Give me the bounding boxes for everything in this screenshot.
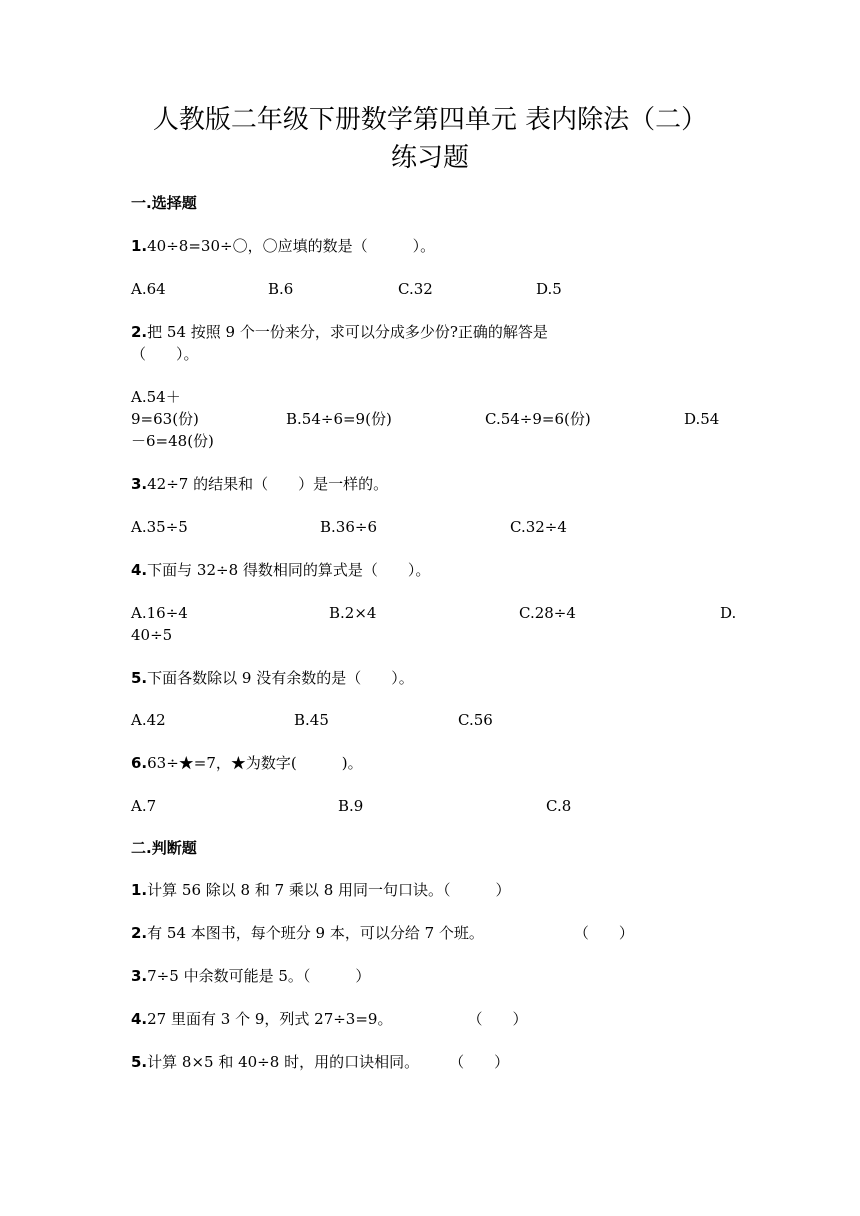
- option-d-line2: 40÷5: [131, 626, 173, 644]
- question-number: 1.: [131, 237, 148, 255]
- judge-item-1: [131, 880, 511, 900]
- question-text: 把 54 按照 9 个一份来分，求可以分成多少份?正确的解答是: [147, 323, 548, 341]
- section-heading-choice: 一.选择题: [131, 194, 197, 212]
- page-title: 人教版二年级下册数学第四单元 表内除法（二）: [152, 105, 708, 135]
- option-c: C.32÷4: [510, 518, 567, 536]
- question-number: 3.: [131, 967, 148, 985]
- option-a: A.7: [131, 797, 157, 815]
- question-2: [131, 322, 548, 342]
- question-1: [131, 236, 435, 256]
- question-number: 6.: [131, 754, 148, 772]
- judge-item-5: [131, 1052, 509, 1072]
- question-number: 5.: [131, 669, 148, 687]
- option-b: B.54÷6=9(份): [286, 410, 392, 428]
- question-text: 下面与 32÷8 得数相同的算式是（ ）。: [147, 561, 431, 579]
- option-d-line1: D.54: [684, 410, 720, 428]
- question-number: 4.: [131, 1010, 148, 1028]
- option-a-line2: 9=63(份): [131, 410, 199, 428]
- question-number: 3.: [131, 475, 148, 493]
- option-a: A.35÷5: [131, 518, 188, 536]
- option-b: B.45: [294, 711, 329, 729]
- option-b: B.6: [268, 280, 294, 298]
- question-text: 下面各数除以 9 没有余数的是（ ）。: [147, 669, 414, 687]
- question-number: 4.: [131, 561, 148, 579]
- option-c: C.56: [458, 711, 493, 729]
- option-c: C.32: [398, 280, 433, 298]
- question-3: [131, 474, 388, 494]
- option-a: A.16÷4: [131, 604, 188, 622]
- section-heading-judge: 二.判断题: [131, 839, 197, 857]
- question-text: 40÷8=30÷〇，〇应填的数是（ ）。: [147, 237, 436, 255]
- question-text: 27 里面有 3 个 9，列式 27÷3=9。 （ ）: [147, 1010, 528, 1028]
- question-5: [131, 668, 414, 688]
- option-c: C.8: [546, 797, 572, 815]
- judge-item-3: [131, 966, 370, 986]
- option-b: B.36÷6: [320, 518, 377, 536]
- question-number: 5.: [131, 1053, 148, 1071]
- page-subtitle: 练习题: [390, 143, 469, 173]
- option-b: B.2×4: [329, 604, 377, 622]
- option-d-line2: －6=48(份): [131, 432, 214, 450]
- judge-item-4: [131, 1009, 527, 1029]
- question-6: [131, 753, 363, 773]
- option-c: C.28÷4: [519, 604, 576, 622]
- question-number: 2.: [131, 323, 148, 341]
- question-text: 计算 56 除以 8 和 7 乘以 8 用同一句口诀。（ ）: [147, 881, 511, 899]
- question-text: 7÷5 中余数可能是 5。（ ）: [147, 967, 371, 985]
- option-b: B.9: [338, 797, 364, 815]
- question-text: 有 54 本图书，每个班分 9 本，可以分给 7 个班。 （ ）: [147, 924, 634, 942]
- question-text: 计算 8×5 和 40÷8 时，用的口诀相同。 （ ）: [147, 1053, 510, 1071]
- option-a: A.64: [131, 280, 166, 298]
- question-number: 2.: [131, 924, 148, 942]
- option-a-line1: A.54＋: [131, 388, 181, 406]
- question-text: 42÷7 的结果和（ ）是一样的。: [147, 475, 389, 493]
- option-d: D.5: [536, 280, 562, 298]
- question-number: 1.: [131, 881, 148, 899]
- judge-item-2: [131, 923, 634, 943]
- question-text: 63÷★=7，★为数字( )。: [147, 754, 363, 772]
- question-2-continued: （ ）。: [131, 345, 199, 363]
- option-d-line1: D.: [720, 604, 737, 622]
- option-c: C.54÷9=6(份): [485, 410, 591, 428]
- option-a: A.42: [131, 711, 166, 729]
- question-4: [131, 560, 430, 580]
